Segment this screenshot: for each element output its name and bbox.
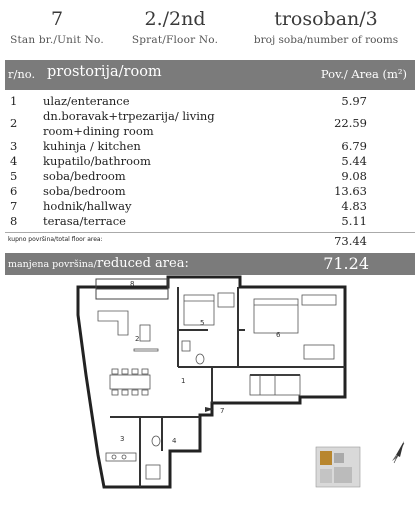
- row-room-name: dn.boravak+trpezarija/ living room+dining room: [43, 109, 215, 138]
- reduced-area-label-en: reduced area:: [97, 256, 189, 271]
- table-row: [5, 139, 415, 154]
- row-room-name: soba/bedroom: [43, 184, 126, 198]
- row-area: 5.97: [341, 94, 367, 108]
- unit-header: [0, 0, 420, 52]
- room-label-8: 8: [130, 280, 135, 288]
- reduced-area-label-local: manjena površina/: [8, 259, 97, 270]
- row-room-name: ulaz/enterance: [43, 94, 130, 108]
- table-row: [5, 154, 415, 169]
- row-number: 5: [10, 169, 18, 183]
- floor-plan: [0, 275, 420, 513]
- row-number: 2: [10, 116, 18, 130]
- row-area: 9.08: [341, 169, 367, 183]
- table-row: [5, 184, 415, 199]
- room-label-4: 4: [172, 437, 177, 445]
- dining-furniture: [110, 369, 150, 395]
- room-label-6: 6: [276, 331, 281, 339]
- row-number: 4: [10, 154, 18, 168]
- table-row: [5, 109, 415, 139]
- column-header-number: r/no.: [8, 67, 36, 81]
- table-body: [5, 90, 415, 229]
- room-label-3: 3: [120, 435, 125, 443]
- unit-number-label: Stan br./Unit No.: [10, 34, 104, 46]
- row-number: 3: [10, 139, 18, 153]
- rooms-block: [232, 8, 420, 47]
- kitchen-counter: [106, 453, 136, 461]
- row-number: 8: [10, 214, 18, 228]
- row-number: 7: [10, 199, 18, 213]
- row-area: 5.11: [341, 214, 367, 228]
- room-label-2: 2: [135, 335, 140, 343]
- floor-plan-drawing: [0, 275, 420, 513]
- bedroom-5-furniture: [184, 293, 234, 325]
- entrance-marker: 7: [220, 407, 225, 415]
- row-area: 13.63: [334, 184, 367, 198]
- total-area-label: kupno površina/total floor area:: [8, 236, 103, 243]
- row-room-name: kupatilo/bathroom: [43, 154, 151, 168]
- column-header-room: prostorija/room: [47, 64, 162, 80]
- bathroom-fixtures: [146, 341, 204, 479]
- reduced-area-value: 71.24: [323, 254, 369, 273]
- table-row: [5, 169, 415, 184]
- room-label-5: 5: [200, 319, 205, 327]
- room-area-table: [5, 60, 415, 275]
- row-room-name: kuhinja / kitchen: [43, 139, 141, 153]
- row-room-name: terasa/terrace: [43, 214, 126, 228]
- floor-label: Sprat/Floor No.: [131, 34, 219, 46]
- floor-value: 2./2nd: [144, 8, 206, 30]
- interior-walls: [110, 287, 345, 487]
- row-area: 5.44: [341, 154, 367, 168]
- row-number: 1: [10, 94, 18, 108]
- column-header-area: Pov./ Area (m²): [320, 67, 407, 81]
- row-area: 6.79: [341, 139, 367, 153]
- rooms-value: trosoban/3: [274, 8, 378, 30]
- unit-number-block: [2, 8, 112, 47]
- row-area: 4.83: [341, 199, 367, 213]
- row-number: 6: [10, 184, 18, 198]
- key-plan: [316, 447, 360, 487]
- north-arrow-icon: [392, 441, 404, 463]
- row-area: 22.59: [334, 116, 367, 130]
- hallway-storage: [250, 375, 300, 395]
- rooms-label: broj soba/number of rooms: [253, 34, 399, 46]
- row-room-name: soba/bedroom: [43, 169, 126, 183]
- total-area-value: 73.44: [334, 234, 367, 248]
- row-room-name: hodnik/hallway: [43, 199, 132, 213]
- table-row: [5, 199, 415, 214]
- table-header: [5, 60, 415, 90]
- reduced-area-row: [5, 253, 415, 275]
- floor-block: [120, 8, 230, 47]
- total-area-row: [5, 233, 415, 249]
- unit-number-value: 7: [50, 8, 64, 30]
- bedroom-6-furniture: [254, 295, 336, 359]
- living-furniture: [98, 311, 158, 351]
- room-label-1: 1: [181, 377, 186, 385]
- table-row: [5, 214, 415, 229]
- table-row: [5, 94, 415, 109]
